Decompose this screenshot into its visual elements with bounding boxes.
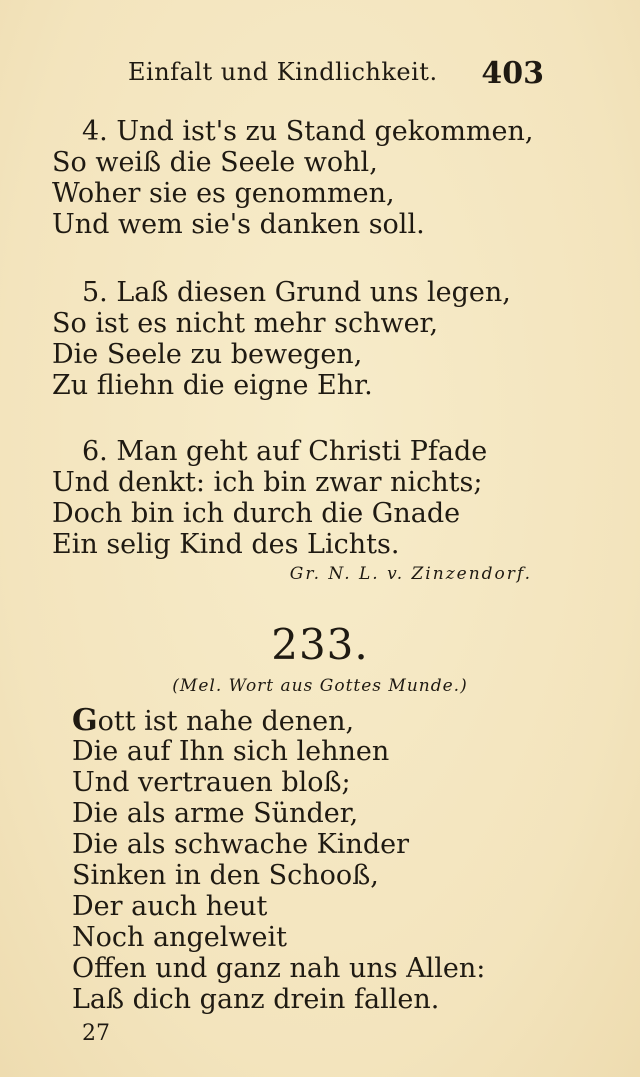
author-attribution: Gr. N. L. v. Zinzendorf. <box>289 564 532 584</box>
first-line-rest: ott ist nahe denen, <box>97 706 355 737</box>
hymn-line: Der auch heut <box>72 891 268 922</box>
verse-line: Woher sie es genommen, <box>52 178 395 209</box>
stanza-5 <box>52 277 511 401</box>
hymn-line: Laß dich ganz drein fallen. <box>72 984 440 1015</box>
verse-line: 5. Laß diesen Grund uns legen, <box>82 277 511 308</box>
hymn-number: 233. <box>271 620 369 669</box>
verse-line: 4. Und ist's zu Stand gekommen, <box>82 116 534 147</box>
verse-line: Zu fliehn die eigne Ehr. <box>52 370 373 401</box>
verse-line: Die Seele zu bewegen, <box>52 339 363 370</box>
verse-line: Und wem sie's danken soll. <box>52 209 425 240</box>
stanza-6 <box>52 436 487 560</box>
printer-signature: 27 <box>82 1021 110 1046</box>
hymn-line: Offen und ganz nah uns Allen: <box>72 953 486 984</box>
stanza-4 <box>52 116 534 240</box>
hymn-text <box>72 705 485 1015</box>
page-header <box>128 56 544 96</box>
verse-line: Und denkt: ich bin zwar nichts; <box>52 467 483 498</box>
verse-line: So weiß die Seele wohl, <box>52 147 378 178</box>
hymn-line: Die als schwache Kinder <box>72 829 410 860</box>
melody-note: (Mel. Wort aus Gottes Munde.) <box>172 676 468 696</box>
verse-line: 6. Man geht auf Christi Pfade <box>82 436 488 467</box>
hymn-line: Und vertrauen bloß; <box>72 767 351 798</box>
page-number: 403 <box>481 56 544 91</box>
running-title: Einfalt und Kindlichkeit. <box>128 58 438 86</box>
verse-line: Ein selig Kind des Lichts. <box>52 529 400 560</box>
hymn-line: Die auf Ihn sich lehnen <box>72 736 390 767</box>
verse-line: Doch bin ich durch die Gnade <box>52 498 461 529</box>
initial-letter: G <box>72 703 98 738</box>
verse-line: So ist es nicht mehr schwer, <box>52 308 439 339</box>
hymn-line: Sinken in den Schooß, <box>72 860 379 891</box>
hymn-line: Noch angelweit <box>72 922 287 953</box>
hymn-line: Die als arme Sünder, <box>72 798 359 829</box>
hymn-first-line <box>72 705 485 736</box>
